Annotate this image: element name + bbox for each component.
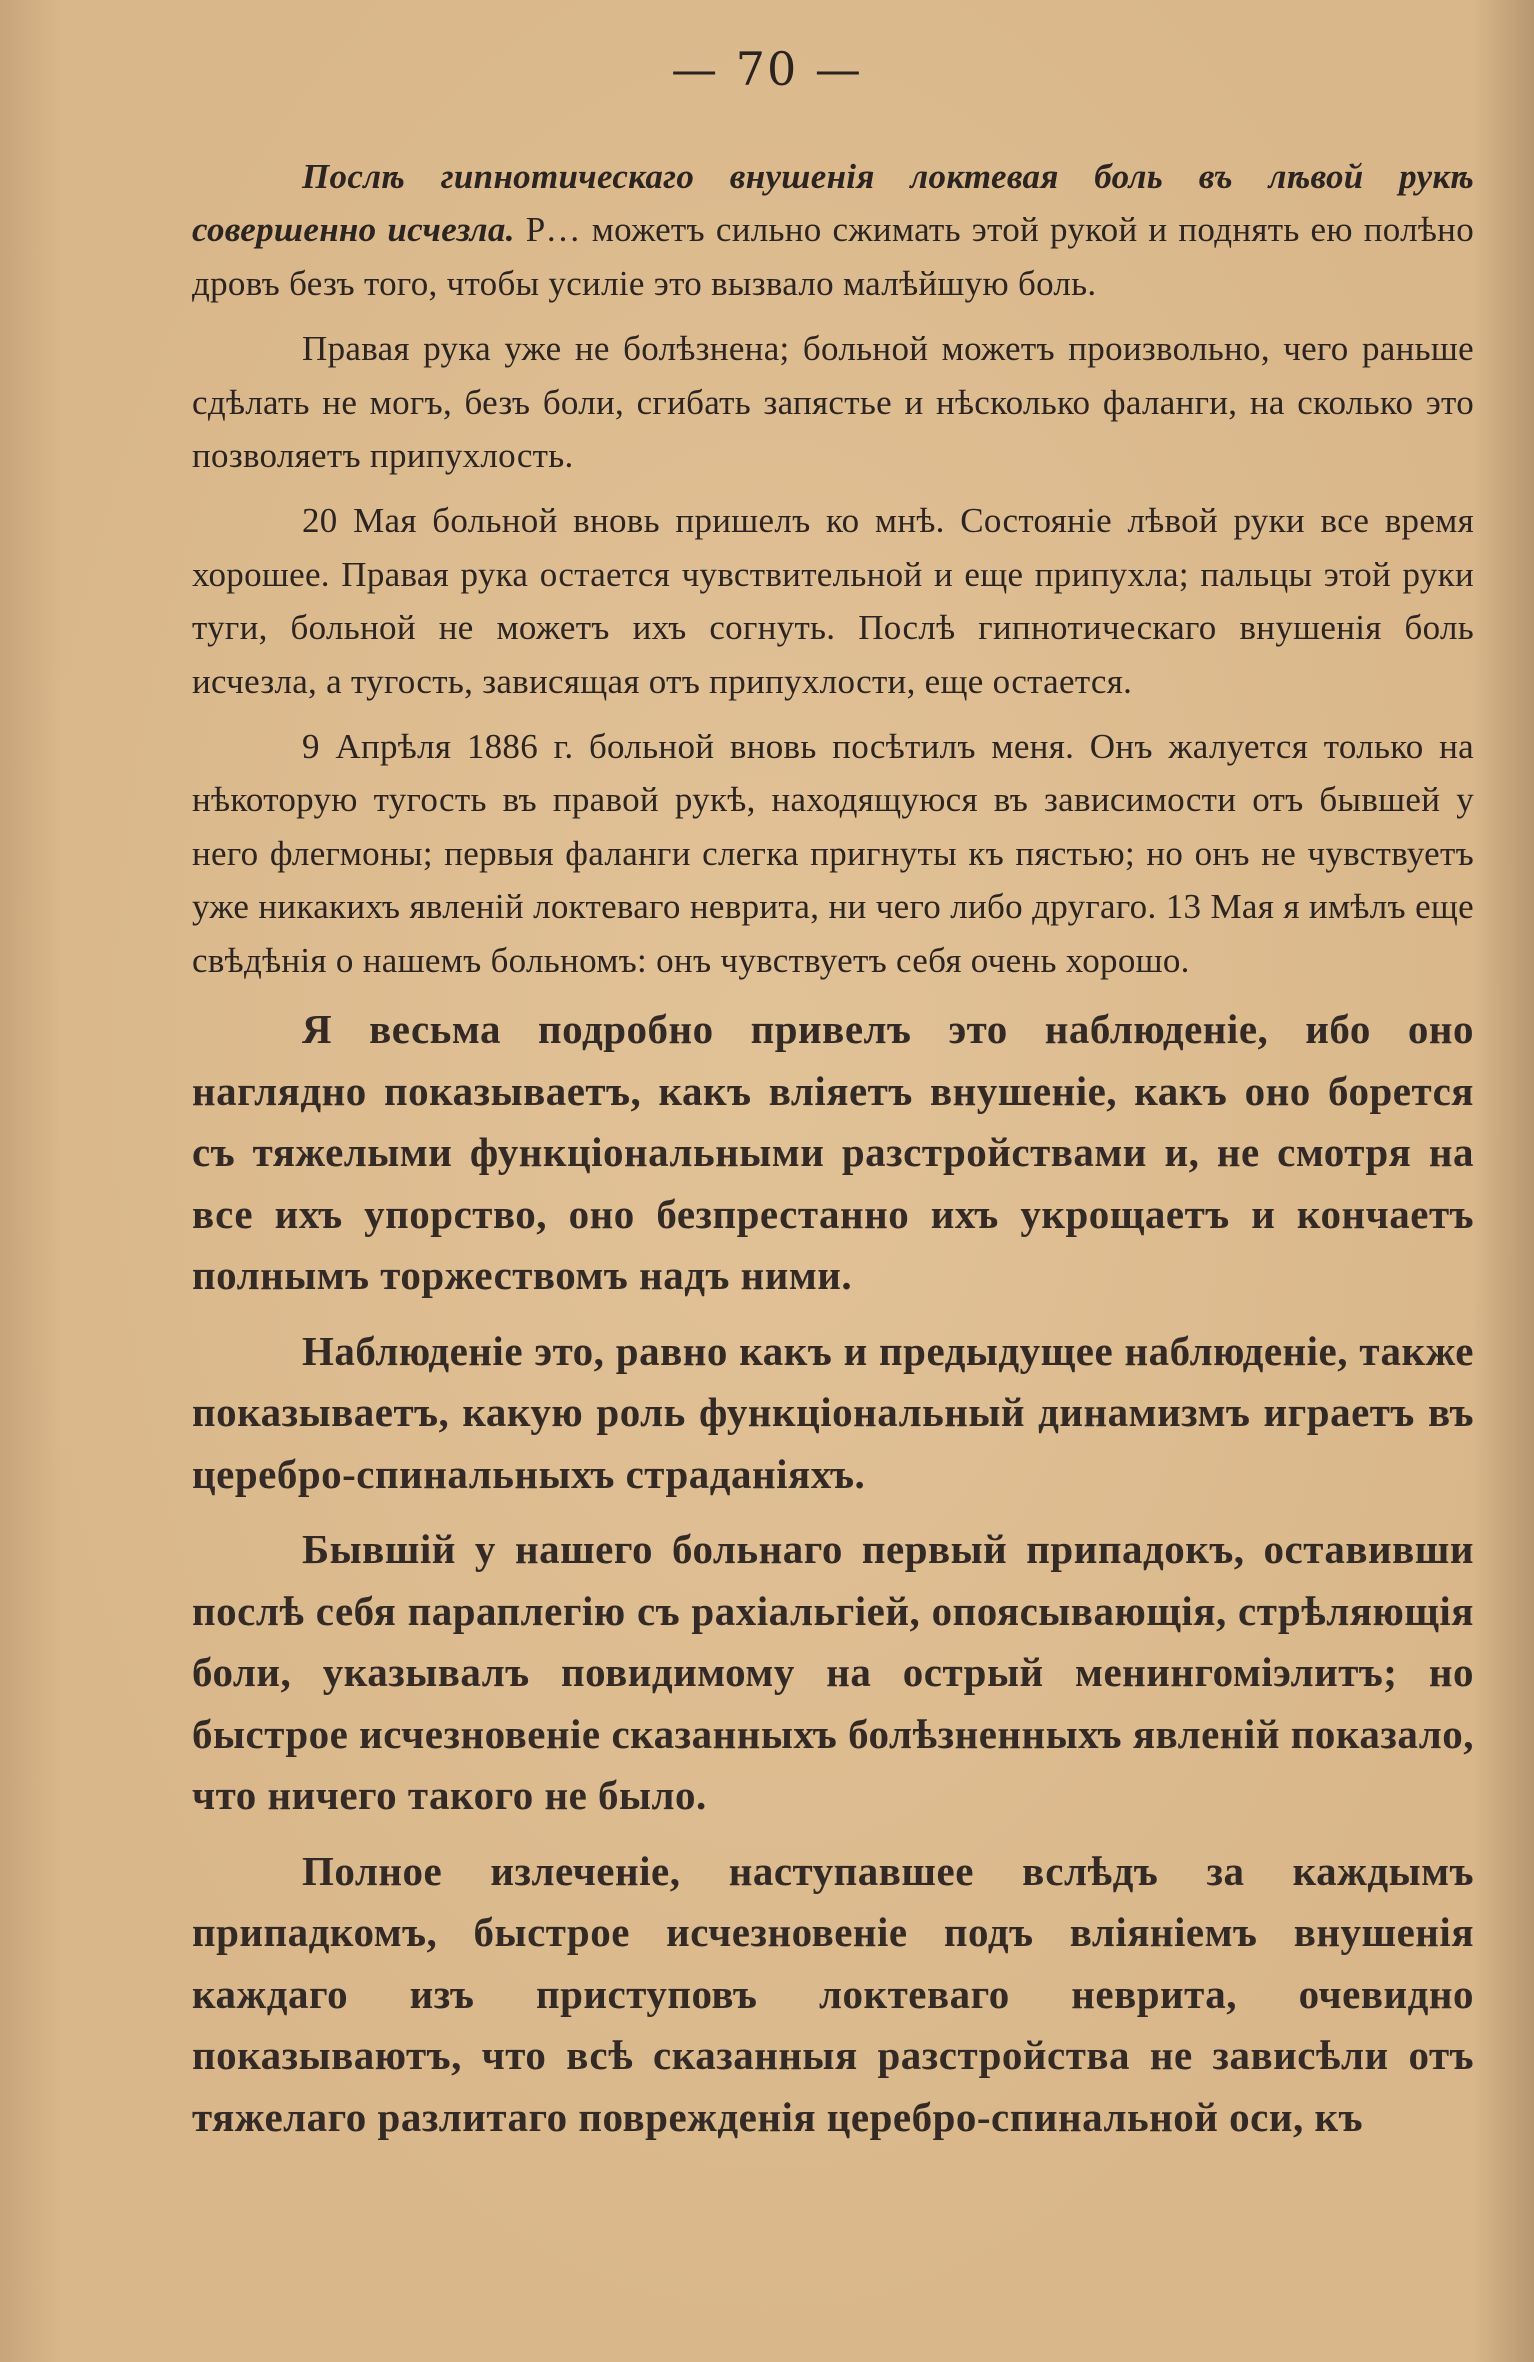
paragraph-5: Я весьма подробно привелъ это наблюденіе, ибо оно наглядно показываетъ, какъ вліяетъ внушеніе, какъ оно борется съ тяжелыми функціональными разстройствами и, не смотря на все ихъ упорство, оно безпрестанно ихъ укрощаетъ и кончаетъ полнымъ торжествомъ надъ ними.: [192, 1006, 1474, 1299]
italic-lead-text: Послѣ гипнотическаго внушенія локтевая боль въ лѣвой рукѣ совершенно исчезла.: [192, 157, 1474, 250]
paragraph-2: Правая рука уже не болѣзнена; больной можетъ произвольно, чего раньше сдѣлать не могъ, безъ боли, сгибать запястье и нѣсколько фаланги, на сколько это позволяетъ припухлость.: [192, 329, 1474, 476]
paragraph-7: Бывшій у нашего больнаго первый припадокъ, оставивши послѣ себя параплегію съ рахіальгіей, опоясывающія, стрѣляющія боли, указывалъ повидимому на острый менингоміэлитъ; но быстрое исчезновеніе сказанныхъ болѣзненныхъ явленій показало, что ничего такого не было.: [192, 1526, 1474, 1819]
paragraph-6: Наблюденіе это, равно какъ и предыдущее наблюденіе, также показываетъ, какую роль функціональный динамизмъ играетъ въ церебро-спинальныхъ страданіяхъ.: [192, 1327, 1474, 1497]
page-number: — 70 —: [671, 42, 863, 96]
paragraph-text: Р… можетъ сильно сжимать этой рукой и поднять ею полѣно дровъ безъ того, чтобы усиліе это вызвало малѣйшую боль.: [192, 210, 1475, 303]
paragraph-3: 20 Мая больной вновь пришелъ ко мнѣ. Состояніе лѣвой руки все время хорошее. Правая рука остается чувствительной и еще припухла; пальцы этой руки туги, больной не можетъ ихъ согнуть. Послѣ гипнотическаго внушенія боль исчезла, а тугость, зависящая отъ припухлости, еще остается.: [192, 501, 1474, 701]
page-body: [192, 150, 1474, 2162]
paragraph-1: [192, 150, 1474, 310]
paragraph-8: Полное излеченіе, наступавшее вслѣдъ за каждымъ припадкомъ, быстрое исчезновеніе подъ вліяніемъ внушенія каждаго изъ приступовъ локтеваго неврита, очевидно показываютъ, что всѣ сказанныя разстройства не зависѣли отъ тяжелаго разлитаго поврежденія церебро-спинальной оси, къ: [192, 1847, 1474, 2140]
paragraph-4: 9 Апрѣля 1886 г. больной вновь посѣтилъ меня. Онъ жалуется только на нѣкоторую тугость въ правой рукѣ, находящуюся въ зависимости отъ бывшей у него флегмоны; первыя фаланги слегка пригнуты къ пястью; но онъ не чувствуетъ уже никакихъ явленій локтеваго неврита, ни чего либо другаго. 13 Мая я имѣлъ еще свѣдѣнія о нашемъ больномъ: онъ чувствуетъ себя очень хорошо.: [192, 727, 1474, 980]
